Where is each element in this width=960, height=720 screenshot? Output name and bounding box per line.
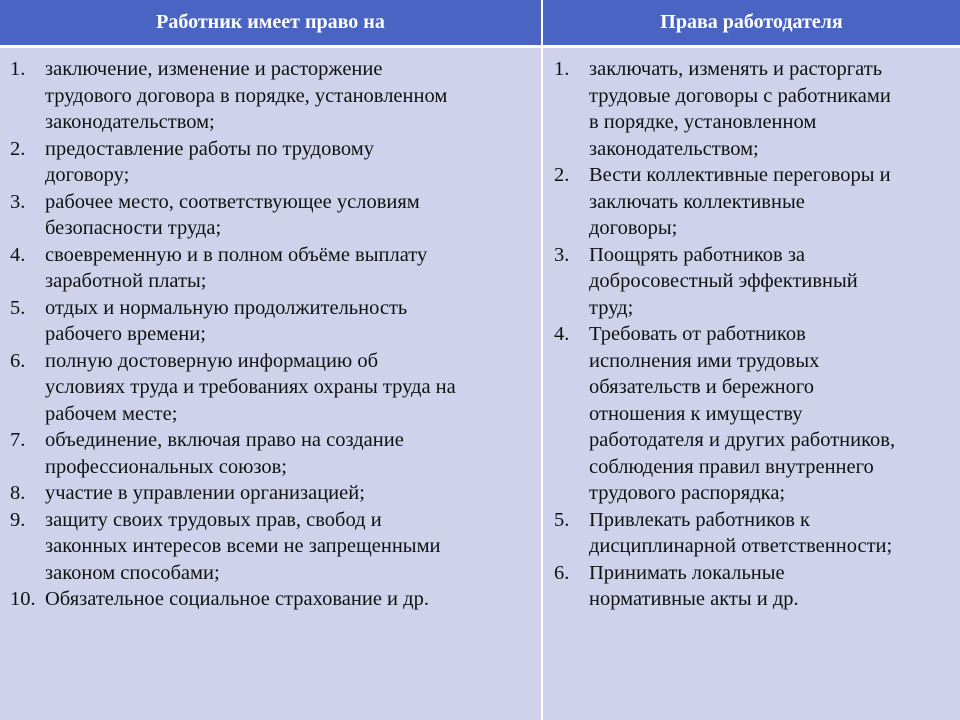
list-item-text: участие в управлении организацией; (45, 482, 365, 504)
list-item-text: объединение, включая право на создание профессиональных союзов; (45, 429, 404, 478)
list-item (554, 560, 950, 613)
list-item (10, 348, 533, 428)
list-item-number: 9. (10, 508, 26, 531)
list-item (554, 507, 950, 560)
employee-rights-list (10, 56, 533, 613)
list-item-number: 10. (10, 588, 36, 610)
list-item-number: 5. (10, 296, 26, 319)
list-item-text: Требовать от работников исполнения ими трудовых обязательств и бережного отношения к имуществу работодателя и других работников, соблюдения правил внутреннего трудового распорядка; (589, 323, 896, 504)
list-item (10, 56, 533, 136)
list-item-number: 1. (554, 58, 570, 80)
list-item (10, 189, 533, 242)
list-item-text: Поощрять работников за добросовестный эффективный труд; (589, 243, 858, 319)
list-item (10, 586, 533, 613)
list-item-number: 1. (10, 58, 26, 80)
list-item (10, 295, 533, 348)
list-item-number: 6. (554, 561, 570, 584)
header-employee-rights: Работник имеет право на (0, 0, 543, 48)
list-item (10, 480, 533, 507)
list-item-text: защиту своих трудовых прав, свобод и законных интересов всеми не запрещенными законом способами; (45, 508, 441, 584)
list-item-text: заключать, изменять и расторгать трудовые договоры с работниками в порядке, установленном законодательством; (589, 58, 891, 160)
list-item-text: предоставление работы по трудовому договору; (45, 137, 374, 186)
employee-rights-cell (0, 48, 543, 720)
list-item (554, 162, 950, 242)
list-item-text: Обязательное социальное страхование и др. (45, 588, 429, 610)
list-item (10, 136, 533, 189)
list-item (554, 321, 950, 507)
list-item-number: 4. (554, 323, 570, 345)
list-item-text: заключение, изменение и расторжение трудового договора в порядке, установленном законодательством; (45, 58, 448, 133)
list-item (10, 507, 533, 587)
list-item-text: Принимать локальные нормативные акты и др. (589, 561, 799, 610)
list-item-number: 8. (10, 482, 26, 504)
list-item-text: своевременную и в полном объёме выплату заработной платы; (45, 243, 428, 292)
employer-rights-cell (543, 48, 960, 720)
list-item-text: полную достоверную информацию об условиях труда и требованиях охраны труда на рабочем месте; (45, 349, 456, 425)
list-item-text: Привлекать работников к дисциплинарной ответственности; (589, 508, 893, 557)
list-item-number: 5. (554, 508, 570, 531)
list-item (554, 242, 950, 322)
list-item-number: 4. (10, 243, 26, 266)
list-item-text: Вести коллективные переговоры и заключать коллективные договоры; (589, 164, 891, 239)
list-item-number: 3. (554, 243, 570, 266)
list-item (554, 56, 950, 162)
list-item-number: 3. (10, 190, 26, 213)
list-item (10, 427, 533, 480)
list-item (10, 242, 533, 295)
employer-rights-list (554, 56, 950, 613)
list-item-text: рабочее место, соответствующее условиям безопасности труда; (45, 190, 420, 239)
list-item-number: 2. (10, 137, 26, 160)
header-employer-rights: Права работодателя (543, 0, 960, 48)
list-item-number: 2. (554, 164, 570, 186)
list-item-number: 6. (10, 349, 26, 372)
list-item-text: отдых и нормальную продолжительность рабочего времени; (45, 296, 408, 345)
list-item-number: 7. (10, 429, 26, 451)
